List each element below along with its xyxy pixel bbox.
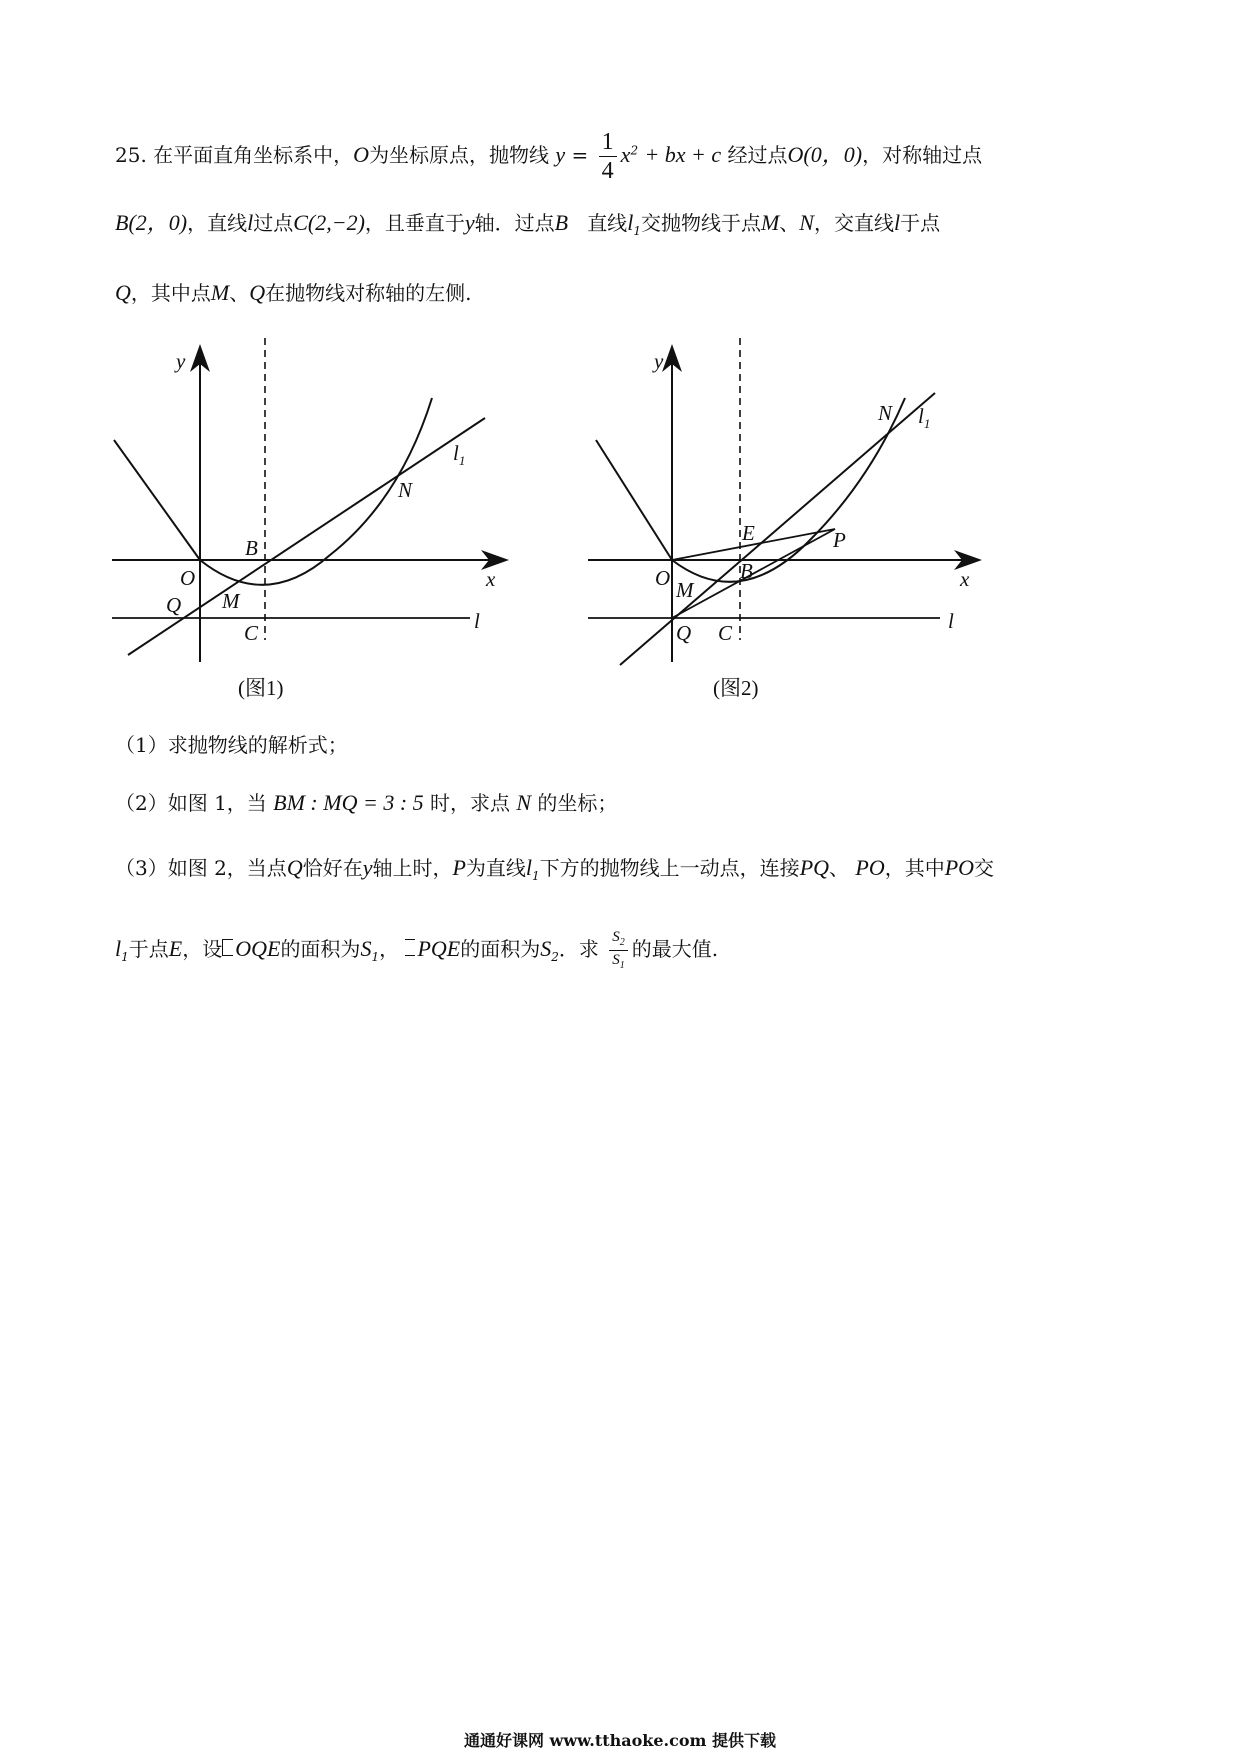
var-x: x <box>620 142 631 167</box>
label-B: B <box>740 559 753 583</box>
var-y: y <box>362 855 373 880</box>
S: S <box>612 929 620 945</box>
var-E: E <box>168 936 183 961</box>
text: 交抛物线于点 <box>640 211 761 235</box>
label-M: M <box>676 578 694 602</box>
label-x: x <box>486 567 496 591</box>
label-P: P <box>833 528 846 552</box>
subscript: 1 <box>121 950 129 964</box>
text: 、 <box>229 281 250 305</box>
var-O: O <box>353 142 370 167</box>
problem-line-2 <box>115 212 940 237</box>
question-3-cont <box>115 930 718 971</box>
text: 的坐标； <box>537 791 618 815</box>
footer: 通通好课网 www.tthaoke.com 提供下载 <box>463 1731 777 1750</box>
text: 的面积为 <box>280 937 361 961</box>
text: 时，求点 <box>430 791 511 815</box>
label-E: E <box>742 521 755 545</box>
text: ，设 <box>182 937 223 961</box>
var-S2: S <box>540 936 552 961</box>
expr-rest: + bx + c <box>644 142 722 167</box>
subscript: 1 <box>371 950 380 964</box>
var-Q: Q <box>115 280 131 305</box>
text: ，交直线 <box>813 211 894 235</box>
var-Q: Q <box>286 855 303 880</box>
text: 轴上时， <box>372 856 453 880</box>
var-l1: l <box>115 936 122 961</box>
var-l1: l <box>525 855 533 880</box>
text: 交 <box>974 856 995 880</box>
fraction-quarter <box>599 130 617 183</box>
label-l: l <box>948 609 954 633</box>
text: ， <box>379 937 400 961</box>
parabola <box>596 398 905 582</box>
var-PQ: PQ <box>799 855 830 880</box>
text: 经过点 <box>727 143 788 167</box>
figure-2-caption: (图2) <box>713 676 759 700</box>
question-3 <box>115 857 994 882</box>
text: 为直线 <box>465 856 526 880</box>
text: （3）如图 2，当点 <box>115 856 287 880</box>
text: 于点 <box>900 211 941 235</box>
frac-den <box>609 951 628 971</box>
frac-num <box>609 930 628 951</box>
text: 过点 <box>253 211 294 235</box>
parabola <box>114 398 432 585</box>
problem-line-3 <box>115 282 471 304</box>
line-l1 <box>620 393 935 665</box>
text: 恰好在 <box>302 856 363 880</box>
text: 在抛物线对称轴的左侧. <box>265 281 472 305</box>
label-O: O <box>180 566 196 590</box>
subscript: 2 <box>619 937 625 948</box>
exponent: 2 <box>630 143 639 158</box>
var-y: y <box>464 210 475 235</box>
point-C: C(2,−2) <box>293 210 365 235</box>
label-M: M <box>222 589 240 613</box>
frac-num: 1 <box>599 130 617 157</box>
problem-line-1 <box>115 130 982 183</box>
label-B: B <box>245 536 258 560</box>
subscript: 1 <box>619 960 625 971</box>
fraction-S2-S1 <box>609 930 628 971</box>
text: ．求 <box>558 937 599 961</box>
label-C: C <box>244 621 259 645</box>
label-x: x <box>960 567 970 591</box>
var-M: M <box>760 210 780 235</box>
line-l1 <box>128 418 485 655</box>
text: 直线 <box>587 211 628 235</box>
text: 的面积为 <box>460 937 541 961</box>
triangle-OQE: OQE <box>235 936 281 961</box>
text: 在平面直角坐标系中， <box>153 143 354 167</box>
subscript: 2 <box>551 950 559 964</box>
var-N: N <box>516 790 532 815</box>
label-Q: Q <box>676 621 692 645</box>
triangle-symbol <box>222 939 233 956</box>
var-y: y <box>555 142 566 167</box>
var-l: l <box>247 210 254 235</box>
var-N: N <box>799 210 814 235</box>
text: （2）如图 1，当 <box>115 791 267 815</box>
figure-2 <box>580 330 980 670</box>
var-S1: S <box>360 936 372 961</box>
var-B: B <box>554 210 569 235</box>
subscript: 1 <box>532 869 540 883</box>
text: ，其中 <box>884 856 945 880</box>
triangle-symbol <box>405 939 415 956</box>
text: 轴．过点 <box>474 211 555 235</box>
text: （1）求抛物线的解析式； <box>115 733 348 757</box>
frac-den: 4 <box>601 158 614 184</box>
label-y: y <box>176 349 186 373</box>
var-l: l <box>893 210 901 235</box>
var-l1: l <box>627 210 634 235</box>
problem-number: 25. <box>115 143 147 167</box>
text: 、 <box>829 856 850 880</box>
question-2 <box>115 792 617 814</box>
text: 的最大值. <box>631 937 719 961</box>
label-C: C <box>718 621 733 645</box>
text: 为坐标原点，抛物线 <box>369 143 550 167</box>
point-B: B(2，0) <box>115 210 188 235</box>
label-l: l <box>474 609 480 633</box>
text: 、 <box>779 211 800 235</box>
subscript: 1 <box>633 224 641 238</box>
text: ，对称轴过点 <box>862 143 983 167</box>
figure-1-caption: (图1) <box>238 676 284 700</box>
equals: = <box>571 143 589 167</box>
var-PO: PO <box>944 855 975 880</box>
var-P: P <box>452 855 466 880</box>
text: ，且垂直于 <box>364 211 465 235</box>
label-N: N <box>878 401 893 425</box>
question-1 <box>115 735 348 755</box>
text: 下方的抛物线上一动点，连接 <box>539 856 800 880</box>
label-l1: $l_1$ <box>453 441 466 468</box>
text: ，直线 <box>187 211 248 235</box>
label-y: y <box>654 349 664 373</box>
var-Q: Q <box>249 280 266 305</box>
ratio-expr: BM : MQ = 3 : 5 <box>273 790 424 815</box>
var-M: M <box>210 280 230 305</box>
var-PO: PO <box>855 855 885 880</box>
label-Q: Q <box>166 593 182 617</box>
text: ，其中点 <box>130 281 211 305</box>
text: 于点 <box>128 937 169 961</box>
label-l1: $l_1$ <box>918 404 931 431</box>
point-O: O(0，0) <box>787 142 863 167</box>
figure-1 <box>100 330 496 670</box>
label-N: N <box>398 478 413 502</box>
S: S <box>612 952 620 968</box>
triangle-PQE: PQE <box>417 936 461 961</box>
label-O: O <box>655 566 671 590</box>
